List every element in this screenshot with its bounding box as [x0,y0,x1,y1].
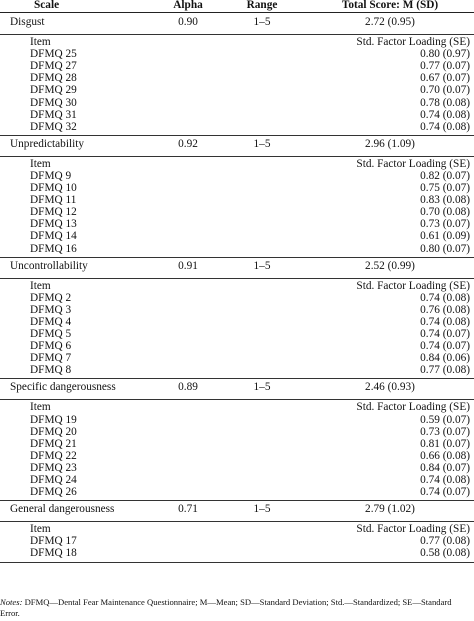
item-name: DFMQ 4 [30,315,72,328]
item-loading: 0.67 (0.07) [420,72,470,85]
item-name: DFMQ 29 [30,84,77,97]
item-loading: 0.74 (0.07) [420,328,470,340]
item-loading: 0.82 (0.07) [420,169,470,182]
item-name: DFMQ 17 [30,535,77,548]
item-name: DFMQ 19 [30,413,77,426]
section-end-rule [0,562,474,563]
item-loading: 0.70 (0.08) [420,206,470,219]
item-loading: 0.74 (0.08) [420,474,470,486]
item-name: DFMQ 9 [30,169,72,182]
scale-range: 1–5 [253,381,271,394]
scale-range: 1–5 [253,16,271,28]
item-name: DFMQ 30 [30,96,77,109]
item-column-label: Item [30,157,51,170]
item-loading: 0.77 (0.07) [420,60,470,73]
item-name: DFMQ 24 [30,474,77,486]
header-range: Range [246,0,278,11]
item-loading: 0.74 (0.07) [420,340,470,353]
notes-text: DFMQ—Dental Fear Maintenance Questionnaire; M—Mean; SD—Standard Deviation; Std.—Standardized; SE—Standard Error. [0,597,452,618]
loading-column-label: Std. Factor Loading (SE) [356,36,470,48]
header-scale: Scale [34,0,60,11]
item-loading: 0.70 (0.07) [420,84,470,97]
item-column-label: Item [30,36,51,48]
scale-alpha: 0.89 [178,381,198,394]
section-end-rule [0,257,474,258]
item-loading: 0.80 (0.07) [420,242,470,255]
item-loading: 0.76 (0.08) [420,303,470,316]
item-loading: 0.58 (0.08) [420,547,470,560]
item-name: DFMQ 31 [30,108,77,121]
item-loading: 0.80 (0.97) [420,48,470,61]
section-end-rule [0,135,474,136]
scale-name: Disgust [10,16,45,28]
item-name: DFMQ 18 [30,547,77,560]
item-name: DFMQ 3 [30,303,72,316]
item-column-label: Item [30,523,51,536]
loading-column-label: Std. Factor Loading (SE) [356,401,470,414]
item-name: DFMQ 22 [30,449,77,462]
scale-alpha: 0.92 [178,137,198,150]
item-loading: 0.61 (0.09) [420,230,470,243]
table-notes [0,597,470,619]
item-loading: 0.73 (0.07) [420,218,470,231]
item-loading: 0.73 (0.07) [420,425,470,438]
item-name: DFMQ 11 [30,194,77,207]
item-name: DFMQ 6 [30,340,72,353]
item-column-label: Item [30,401,51,414]
item-loading: 0.77 (0.08) [420,364,470,377]
item-loading: 0.84 (0.07) [420,461,470,474]
item-name: DFMQ 16 [30,242,77,255]
item-column-label: Item [30,279,51,292]
scale-range: 1–5 [253,259,271,272]
item-loading: 0.81 (0.07) [420,437,470,450]
item-loading: 0.77 (0.08) [420,535,470,548]
item-name: DFMQ 5 [30,328,72,340]
item-loading: 0.66 (0.08) [420,449,470,462]
item-name: DFMQ 2 [30,291,72,304]
item-loading: 0.75 (0.07) [420,182,470,194]
item-loading: 0.78 (0.08) [420,96,470,109]
scale-total-score: 2.46 (0.93) [365,381,415,394]
item-name: DFMQ 7 [30,352,72,365]
header-rule [0,12,474,13]
item-loading: 0.84 (0.06) [420,352,470,365]
item-loading: 0.83 (0.08) [420,194,470,207]
item-loading: 0.59 (0.07) [420,413,470,426]
scale-total-score: 2.96 (1.09) [365,137,415,150]
item-name: DFMQ 14 [30,230,77,243]
item-name: DFMQ 23 [30,461,77,474]
item-loading: 0.74 (0.08) [420,291,470,304]
header-alpha: Alpha [173,0,203,11]
section-end-rule [0,500,474,501]
loading-column-label: Std. Factor Loading (SE) [356,157,470,170]
item-name: DFMQ 25 [30,48,77,61]
scale-total-score: 2.52 (0.99) [365,259,415,272]
scale-range: 1–5 [253,503,271,516]
scale-name: General dangerousness [10,503,115,516]
loading-column-label: Std. Factor Loading (SE) [356,279,470,292]
item-name: DFMQ 8 [30,364,72,377]
header-total-score: Total Score: M (SD) [341,0,439,11]
item-loading: 0.74 (0.08) [420,108,470,121]
scale-total-score: 2.79 (1.02) [365,503,415,516]
item-name: DFMQ 21 [30,437,77,450]
scale-range: 1–5 [253,137,271,150]
item-name: DFMQ 27 [30,60,77,73]
item-name: DFMQ 28 [30,72,77,85]
item-loading: 0.74 (0.07) [420,486,470,499]
scale-name: Unpredictability [10,137,85,150]
item-name: DFMQ 20 [30,425,77,438]
scale-name: Uncontrollability [10,259,88,272]
scale-alpha: 0.91 [178,259,198,272]
notes-label: Notes: [0,597,23,607]
scale-name: Specific dangerousness [10,381,116,394]
item-name: DFMQ 32 [30,120,77,133]
section-end-rule [0,378,474,379]
scale-alpha: 0.71 [178,503,198,516]
item-name: DFMQ 10 [30,182,77,194]
scale-total-score: 2.72 (0.95) [365,16,415,28]
item-loading: 0.74 (0.08) [420,315,470,328]
item-name: DFMQ 12 [30,206,77,219]
item-name: DFMQ 13 [30,218,77,231]
item-loading: 0.74 (0.08) [420,120,470,133]
item-name: DFMQ 26 [30,486,77,499]
loading-column-label: Std. Factor Loading (SE) [356,523,470,536]
scale-alpha: 0.90 [178,16,198,28]
